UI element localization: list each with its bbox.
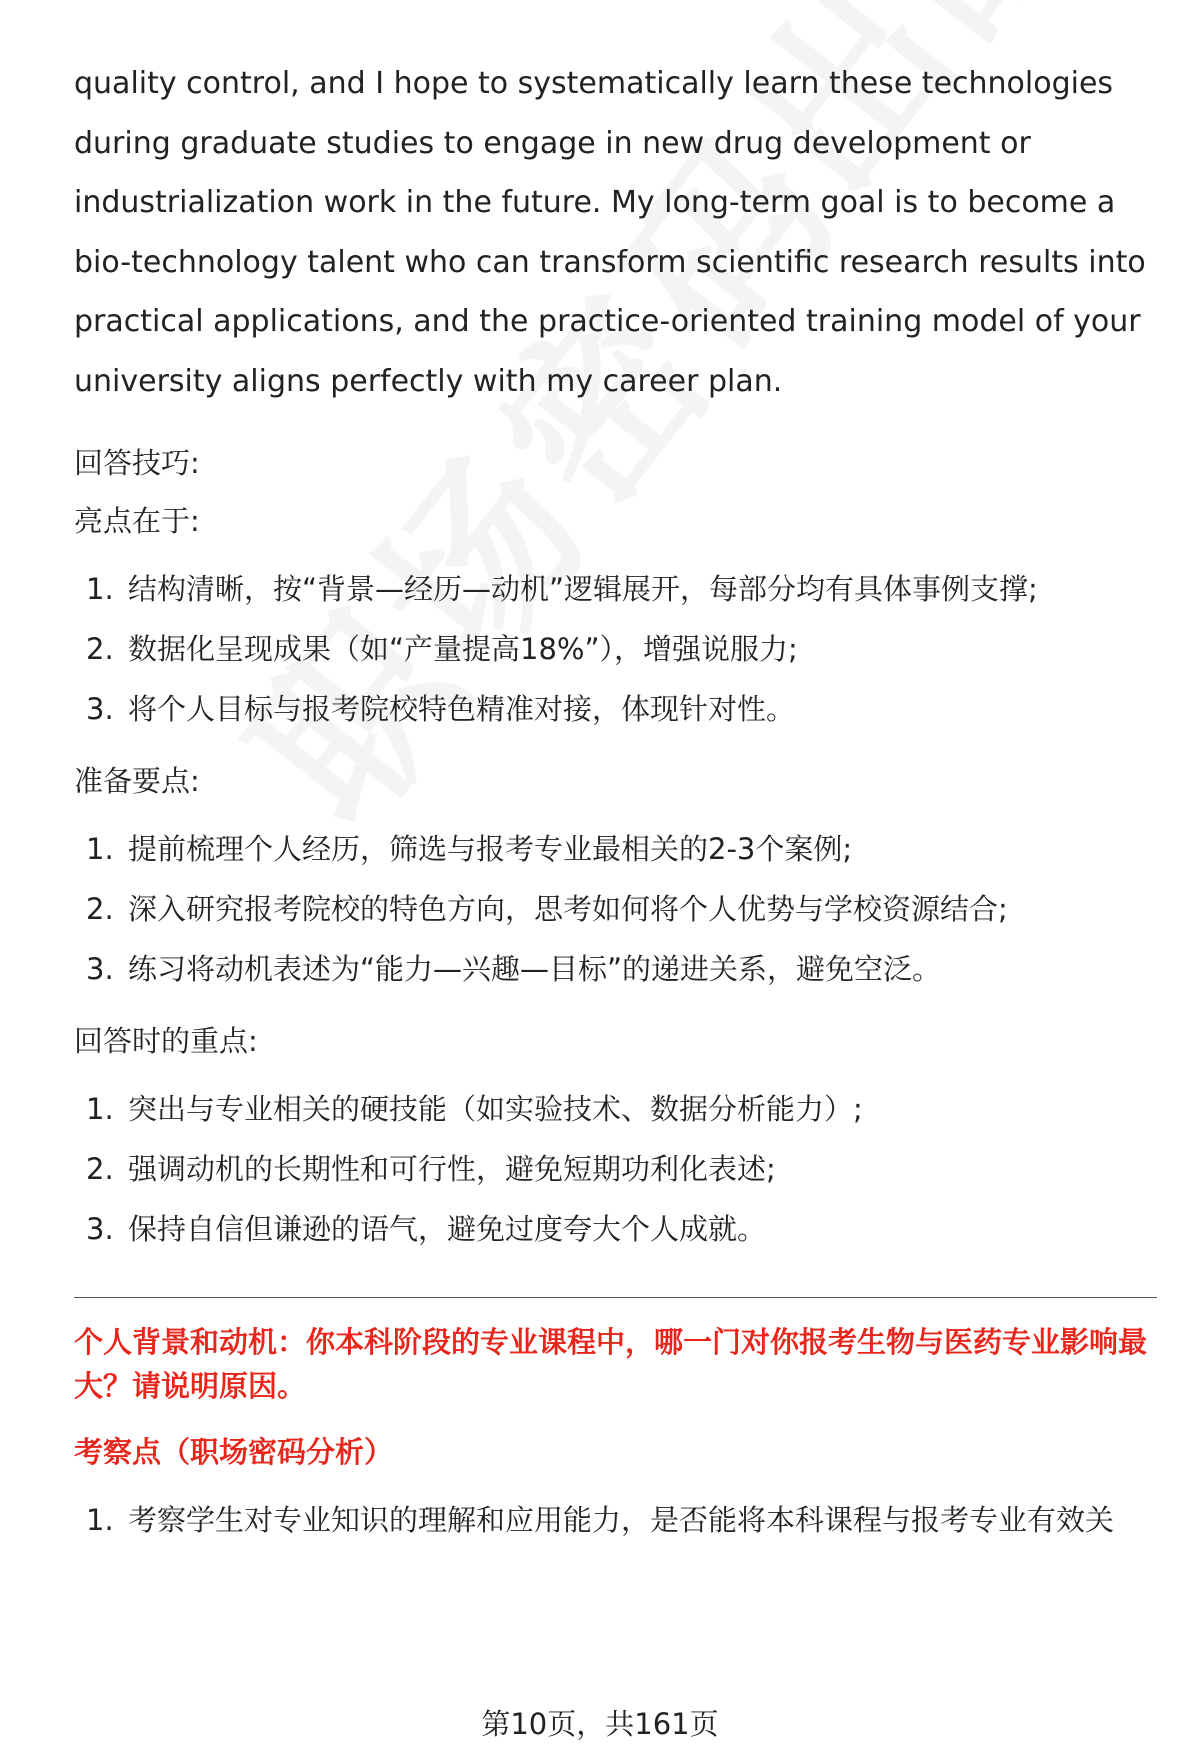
tips-heading: 回答技巧:: [74, 446, 200, 480]
list-text: 突出与专业相关的硬技能（如实验技术、数据分析能力）;: [128, 1092, 863, 1126]
list-number: 2.: [86, 892, 114, 926]
list-number: 1.: [86, 572, 114, 606]
list-text: 数据化呈现成果（如“产量提高18%”），增强说服力;: [128, 632, 798, 666]
assessment-heading: 考察点（职场密码分析）: [74, 1435, 394, 1469]
question-heading: 个人背景和动机：你本科阶段的专业课程中，哪一门对你报考生物与医药专业影响最大？请说明原因。: [74, 1325, 1148, 1403]
list-text: 保持自信但谦逊的语气，避免过度夸大个人成就。: [128, 1212, 767, 1246]
list-text: 考察学生对专业知识的理解和应用能力，是否能将本科课程与报考专业有效关: [128, 1503, 1115, 1537]
preparation-list: [74, 819, 1154, 999]
list-text: 深入研究报考院校的特色方向，思考如何将个人优势与学校资源结合;: [128, 892, 1008, 926]
assessment-list: [74, 1490, 1154, 1550]
list-item: [74, 679, 1154, 739]
intro-paragraph: quality control, and I hope to systematically learn these technologies during graduate studies to engage in new drug development or industrialization work in the future. My long-term goal is to become a bio-technology talent who can transform scientific research results into practical applications, and the practice-oriented training model of your university aligns perfectly with my career plan.: [74, 66, 1146, 399]
highlights-list: [74, 559, 1154, 739]
preparation-heading: 准备要点:: [74, 764, 200, 798]
list-text: 练习将动机表述为“能力—兴趣—目标”的递进关系，避免空泛。: [128, 952, 942, 986]
list-text: 提前梳理个人经历，筛选与报考专业最相关的2-3个案例;: [128, 832, 853, 866]
list-number: 2.: [86, 1152, 114, 1186]
list-number: 1.: [86, 832, 114, 866]
list-text: 强调动机的长期性和可行性，避免短期功利化表述;: [128, 1152, 776, 1186]
page-footer: 第10页，共161页: [481, 1707, 719, 1741]
list-number: 1.: [86, 1503, 114, 1537]
page-content: [74, 54, 1154, 1550]
list-item: [74, 619, 1154, 679]
highlights-heading: 亮点在于:: [74, 504, 200, 538]
list-text: 结构清晰，按“背景—经历—动机”逻辑展开，每部分均有具体事例支撑;: [128, 572, 1038, 606]
list-item: [74, 1199, 1154, 1259]
list-item: [74, 819, 1154, 879]
list-item: [74, 939, 1154, 999]
list-text: 将个人目标与报考院校特色精准对接，体现针对性。: [128, 692, 796, 726]
list-item: [74, 1490, 1154, 1550]
list-number: 3.: [86, 692, 114, 726]
list-item: [74, 1079, 1154, 1139]
list-item: [74, 559, 1154, 619]
list-number: 3.: [86, 952, 114, 986]
list-number: 2.: [86, 632, 114, 666]
section-divider: [74, 1297, 1157, 1298]
list-item: [74, 1139, 1154, 1199]
list-item: [74, 879, 1154, 939]
list-number: 3.: [86, 1212, 114, 1246]
list-number: 1.: [86, 1092, 114, 1126]
answer-focus-heading: 回答时的重点:: [74, 1024, 258, 1058]
answer-focus-list: [74, 1079, 1154, 1259]
